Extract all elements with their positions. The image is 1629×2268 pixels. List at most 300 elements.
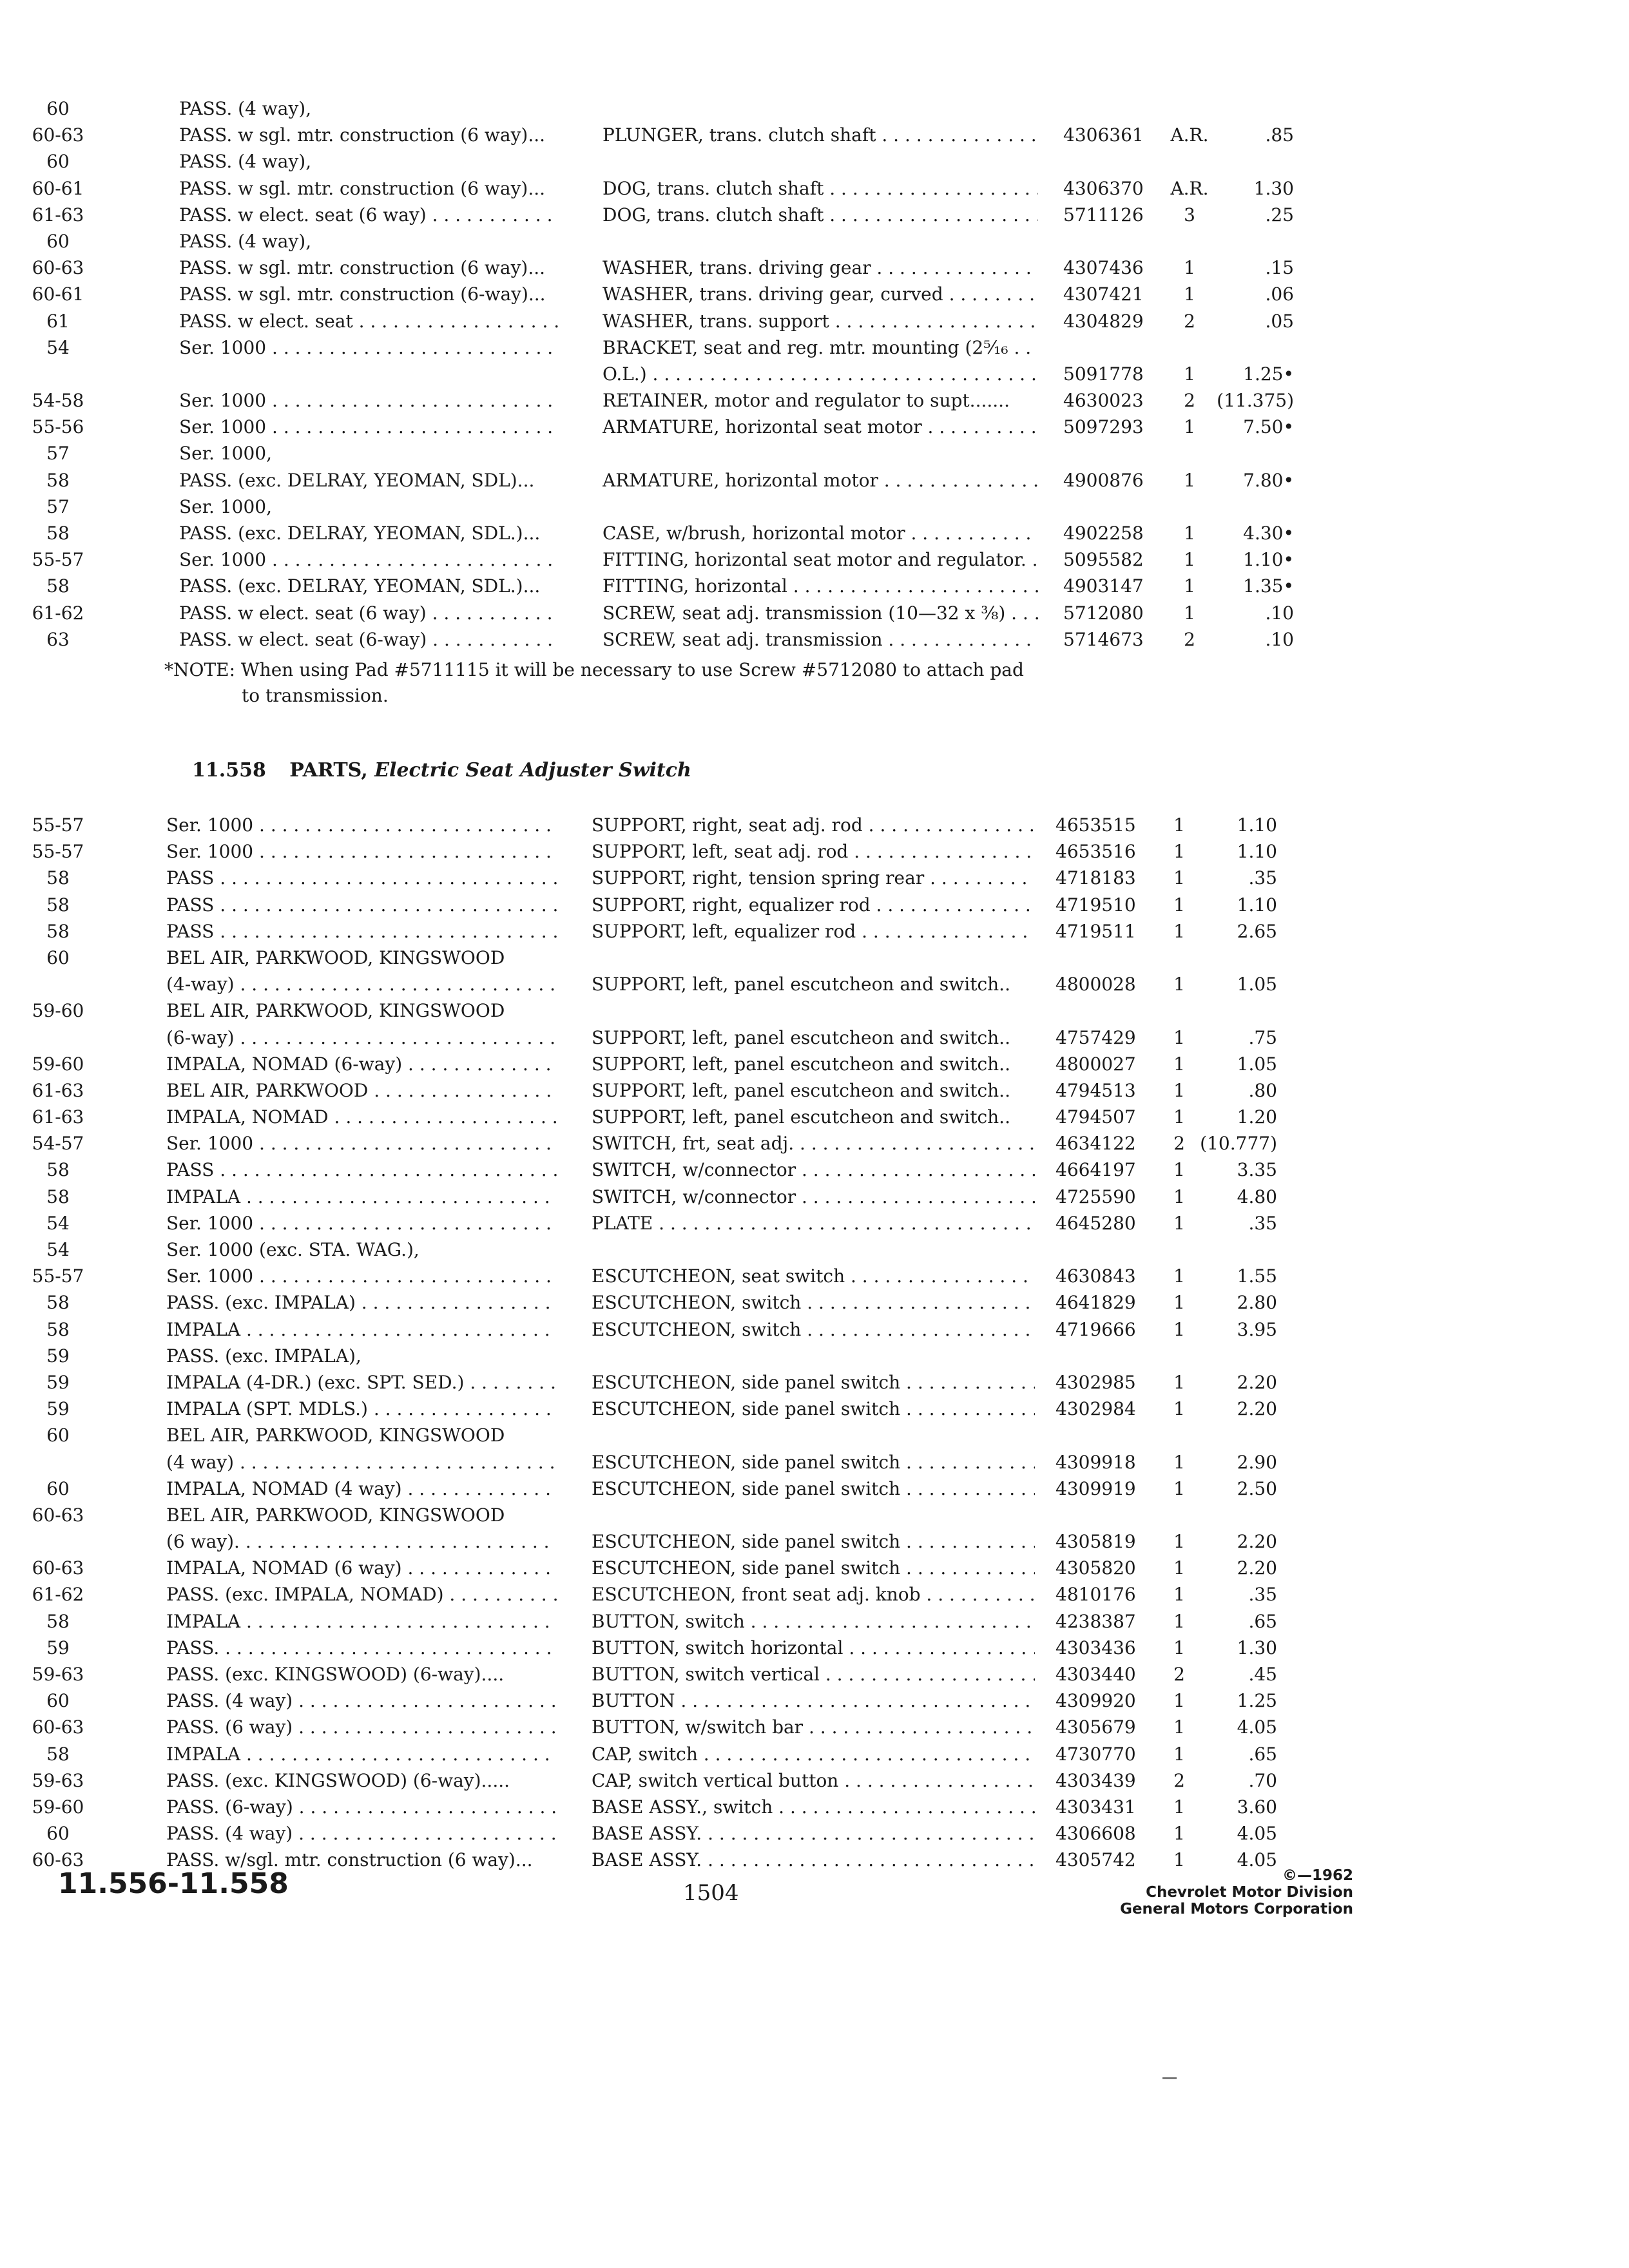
model-applicability: Ser. 1000, — [179, 495, 273, 517]
quantity: 1 — [1173, 894, 1185, 916]
part-description: ESCUTCHEON, side panel switch . . . — [592, 1369, 1035, 1396]
model-applicability: (4 way) . . . — [166, 1449, 557, 1475]
parts-row — [0, 997, 1629, 1024]
model-applicability: BEL AIR, PARKWOOD, KINGSWOOD — [166, 947, 505, 968]
model-applicability: PASS. (6 way) . . . — [166, 1714, 557, 1740]
part-number: 4303436 — [1055, 1637, 1136, 1658]
part-number: 4725590 — [1055, 1186, 1136, 1207]
model-applicability: BEL AIR, PARKWOOD, KINGSWOOD — [166, 1504, 505, 1526]
part-number: 4719666 — [1055, 1318, 1136, 1340]
model-year: 60 — [46, 151, 70, 173]
part-description: CAP, switch . . . — [592, 1741, 1035, 1767]
model-year: 61-63 — [32, 1106, 84, 1128]
part-number: 4305820 — [1055, 1557, 1136, 1579]
part-description: ESCUTCHEON, switch . . . — [592, 1316, 1035, 1343]
model-year: 59-63 — [32, 1769, 84, 1791]
part-number: 4800028 — [1055, 974, 1136, 995]
model-applicability: PASS. (exc. KINGSWOOD) (6-way)..... — [166, 1769, 510, 1791]
part-description: BASE ASSY. . . . — [592, 1847, 1035, 1873]
model-year: 59-60 — [32, 1053, 84, 1075]
model-applicability: IMPALA (4-DR.) (exc. SPT. SED.) . . . — [166, 1369, 557, 1396]
part-description: ESCUTCHEON, side panel switch . . . — [592, 1555, 1035, 1581]
part-description: ESCUTCHEON, side panel switch . . . — [592, 1396, 1035, 1422]
price: 1.10• — [1243, 549, 1294, 571]
quantity: 1 — [1173, 1584, 1185, 1606]
quantity: 2 — [1173, 1133, 1185, 1155]
price: 1.30 — [1237, 1637, 1277, 1658]
price: 2.80 — [1237, 1292, 1277, 1314]
parts-row — [0, 1502, 1629, 1528]
price: 1.55 — [1237, 1265, 1277, 1287]
quantity: 1 — [1184, 549, 1195, 571]
parts-row — [0, 1104, 1629, 1130]
parts-row — [0, 122, 1629, 148]
model-year: 59-60 — [32, 1000, 84, 1022]
model-year: 54-57 — [32, 1133, 84, 1155]
page-number: 1504 — [683, 1880, 739, 1906]
price: .35 — [1248, 867, 1277, 889]
quantity: 1 — [1173, 974, 1185, 995]
price: 4.05 — [1237, 1716, 1277, 1738]
model-applicability: Ser. 1000 . . . — [166, 1130, 557, 1157]
parts-row — [0, 1343, 1629, 1369]
part-description: WASHER, trans. driving gear . . . — [602, 255, 1038, 281]
part-number: 4302985 — [1055, 1371, 1136, 1393]
quantity: 1 — [1173, 1265, 1185, 1287]
model-year: 54 — [46, 1239, 70, 1260]
part-description: BUTTON, switch vertical . . . — [592, 1661, 1035, 1687]
model-applicability: Ser. 1000 . . . — [166, 812, 557, 838]
note-line-1: *NOTE: When using Pad #5711115 it will be necessary to use Screw #5712080 to attach pad — [164, 659, 1024, 680]
price: .05 — [1265, 310, 1294, 332]
model-applicability: PASS. (4 way) . . . — [166, 1820, 557, 1847]
part-number: 4303440 — [1055, 1664, 1136, 1685]
model-applicability: PASS. w sgl. mtr. construction (6 way)... — [179, 124, 546, 146]
model-year: 55-57 — [32, 549, 84, 571]
model-applicability: IMPALA, NOMAD . . . — [166, 1104, 557, 1130]
part-description: SUPPORT, left, panel escutcheon and switch.. — [592, 1079, 1010, 1101]
part-number: 4653516 — [1055, 841, 1136, 863]
part-number: 4307436 — [1063, 257, 1144, 279]
quantity: 1 — [1173, 814, 1185, 836]
part-number: 4309918 — [1055, 1451, 1136, 1473]
price: 7.80• — [1243, 469, 1294, 491]
part-number: 5714673 — [1063, 628, 1144, 650]
parts-row — [0, 1236, 1629, 1263]
quantity: 1 — [1173, 1026, 1185, 1048]
model-year: 60 — [46, 1823, 70, 1845]
parts-row — [0, 255, 1629, 281]
parts-row — [0, 281, 1629, 307]
quantity: 1 — [1173, 1371, 1185, 1393]
price: .45 — [1248, 1664, 1277, 1685]
model-applicability: PASS. (4 way) . . . — [166, 1687, 557, 1714]
price: 2.20 — [1237, 1371, 1277, 1393]
model-applicability: IMPALA . . . — [166, 1316, 557, 1343]
parts-row — [0, 308, 1629, 334]
price: .75 — [1248, 1026, 1277, 1048]
part-number: 4664197 — [1055, 1159, 1136, 1181]
parts-row — [0, 334, 1629, 361]
part-number: 4900876 — [1063, 469, 1144, 491]
model-applicability: (6-way) . . . — [166, 1024, 557, 1051]
model-year: 55-57 — [32, 841, 84, 863]
part-description: SUPPORT, left, panel escutcheon and switch.. — [592, 974, 1010, 995]
price: .85 — [1265, 124, 1294, 146]
quantity: 1 — [1173, 1186, 1185, 1207]
model-year: 58 — [46, 867, 70, 889]
parts-row — [0, 600, 1629, 626]
model-applicability: PASS . . . — [166, 1157, 557, 1183]
part-description: ESCUTCHEON, side panel switch . . . — [592, 1528, 1035, 1555]
model-year: 60 — [46, 947, 70, 968]
part-description: SUPPORT, right, equalizer rod . . . — [592, 892, 1035, 918]
model-year: 60-63 — [32, 124, 84, 146]
part-description: FITTING, horizontal . . . — [602, 573, 1038, 599]
model-year: 55-57 — [32, 1265, 84, 1287]
model-applicability: (4-way) . . . — [166, 971, 557, 997]
section-number: 11.558 — [192, 759, 266, 782]
price: 4.30• — [1243, 523, 1294, 544]
print-speck — [1162, 2077, 1177, 2079]
parts-row — [0, 918, 1629, 945]
parts-row — [0, 494, 1629, 520]
model-applicability: PASS. (4 way), — [179, 230, 312, 252]
parts-row — [0, 440, 1629, 466]
price: .35 — [1248, 1212, 1277, 1234]
parts-row — [0, 175, 1629, 202]
quantity: 1 — [1184, 469, 1195, 491]
model-year: 60-63 — [32, 257, 84, 279]
price: 1.10 — [1237, 841, 1277, 863]
model-year: 58 — [46, 1743, 70, 1765]
model-applicability: IMPALA, NOMAD (6-way) . . . — [166, 1051, 557, 1077]
quantity: 1 — [1184, 523, 1195, 544]
quantity: 1 — [1173, 1690, 1185, 1712]
price: 3.60 — [1237, 1796, 1277, 1818]
part-number: 4305742 — [1055, 1849, 1136, 1871]
part-description: WASHER, trans. driving gear, curved . . . — [602, 281, 1038, 307]
quantity: 2 — [1184, 390, 1195, 412]
quantity: 1 — [1173, 1716, 1185, 1738]
section-range: 11.556-11.558 — [58, 1867, 289, 1900]
part-description: SUPPORT, left, panel escutcheon and switch.. — [592, 1053, 1010, 1075]
parts-row — [0, 1051, 1629, 1077]
parts-row — [0, 1184, 1629, 1210]
model-year: 60-63 — [32, 1504, 84, 1526]
quantity: 1 — [1173, 920, 1185, 942]
price: .35 — [1248, 1584, 1277, 1606]
price: 1.20 — [1237, 1106, 1277, 1128]
parts-row — [0, 1396, 1629, 1422]
model-year: 58 — [46, 469, 70, 491]
part-number: 4810176 — [1055, 1584, 1136, 1606]
quantity: 1 — [1173, 1292, 1185, 1314]
price: 1.10 — [1237, 814, 1277, 836]
part-number: 4645280 — [1055, 1212, 1136, 1234]
parts-row — [0, 95, 1629, 122]
quantity: A.R. — [1170, 177, 1209, 199]
parts-row — [0, 1608, 1629, 1635]
part-number: 5097293 — [1063, 416, 1144, 438]
model-year: 61-62 — [32, 602, 84, 624]
quantity: 1 — [1173, 1212, 1185, 1234]
model-applicability: IMPALA . . . — [166, 1741, 557, 1767]
price: .25 — [1265, 204, 1294, 226]
part-description: CASE, w/brush, horizontal motor . . . — [602, 520, 1038, 546]
part-number: 5711126 — [1063, 204, 1144, 226]
quantity: 1 — [1173, 1610, 1185, 1632]
parts-row — [0, 467, 1629, 494]
model-year: 60-63 — [32, 1849, 84, 1871]
part-number: 4653515 — [1055, 814, 1136, 836]
model-applicability: BEL AIR, PARKWOOD, KINGSWOOD — [166, 1000, 505, 1022]
model-applicability: Ser. 1000 . . . — [166, 838, 557, 865]
parts-row — [0, 1555, 1629, 1581]
model-year: 57 — [46, 443, 70, 465]
model-applicability: Ser. 1000 . . . — [179, 387, 559, 414]
part-description: ARMATURE, horizontal motor . . . — [602, 467, 1038, 494]
model-year: 58 — [46, 1159, 70, 1181]
part-number: 4719511 — [1055, 920, 1136, 942]
copyright-year: ©—1962 — [1282, 1867, 1353, 1884]
quantity: 1 — [1173, 841, 1185, 863]
quantity: 1 — [1184, 363, 1195, 385]
price: .10 — [1265, 628, 1294, 650]
model-year: 60 — [46, 1425, 70, 1446]
quantity: 2 — [1173, 1769, 1185, 1791]
part-number: 4719510 — [1055, 894, 1136, 916]
model-year: 61 — [46, 310, 70, 332]
price: .70 — [1248, 1769, 1277, 1791]
section-title: PARTS, — [289, 759, 368, 782]
price: 3.95 — [1237, 1318, 1277, 1340]
part-number: 4305679 — [1055, 1716, 1136, 1738]
model-applicability: Ser. 1000 . . . — [166, 1210, 557, 1236]
model-year: 58 — [46, 894, 70, 916]
model-year: 59 — [46, 1398, 70, 1420]
model-year: 58 — [46, 1610, 70, 1632]
model-year: 60 — [46, 1690, 70, 1712]
part-description: BUTTON, w/switch bar . . . — [592, 1714, 1035, 1740]
model-year: 59-63 — [32, 1664, 84, 1685]
price: 1.10 — [1237, 894, 1277, 916]
part-description: ESCUTCHEON, front seat adj. knob . . . — [592, 1581, 1035, 1608]
part-number: 4630023 — [1063, 390, 1144, 412]
parts-row — [0, 202, 1629, 228]
parts-row — [0, 1475, 1629, 1502]
quantity: 2 — [1173, 1664, 1185, 1685]
parts-row — [0, 414, 1629, 440]
parts-row — [0, 1130, 1629, 1157]
model-applicability: IMPALA, NOMAD (6 way) . . . — [166, 1555, 557, 1581]
model-applicability: PASS. (6-way) . . . — [166, 1794, 557, 1820]
parts-row — [0, 1077, 1629, 1104]
model-year: 60-61 — [32, 284, 84, 305]
part-description: ARMATURE, horizontal seat motor . . . — [602, 414, 1038, 440]
model-applicability: BEL AIR, PARKWOOD, KINGSWOOD — [166, 1425, 505, 1446]
part-description: SUPPORT, right, seat adj. rod . . . — [592, 812, 1035, 838]
quantity: 1 — [1173, 1557, 1185, 1579]
model-year: 54 — [46, 1212, 70, 1234]
model-applicability: Ser. 1000 . . . — [166, 1263, 557, 1289]
model-applicability: PASS. (exc. IMPALA, NOMAD) . . . — [166, 1581, 557, 1608]
part-description: SCREW, seat adj. transmission . . . — [602, 626, 1038, 653]
parts-row — [0, 865, 1629, 891]
model-applicability: PASS. (exc. DELRAY, YEOMAN, SDL.)... — [179, 523, 541, 544]
model-applicability: PASS. w elect. seat (6-way) . . . — [179, 626, 559, 653]
part-description: ESCUTCHEON, side panel switch . . . — [592, 1475, 1035, 1502]
model-year: 60-63 — [32, 1716, 84, 1738]
price: 1.35• — [1243, 575, 1294, 597]
model-applicability: PASS . . . — [166, 918, 557, 945]
parts-row — [0, 1794, 1629, 1820]
parts-row — [0, 1024, 1629, 1051]
quantity: 2 — [1184, 628, 1195, 650]
part-description: SWITCH, frt, seat adj. . . . — [592, 1130, 1035, 1157]
parts-row — [0, 546, 1629, 573]
price: .15 — [1265, 257, 1294, 279]
price: .65 — [1248, 1610, 1277, 1632]
parts-row — [0, 1635, 1629, 1661]
model-year: 59 — [46, 1371, 70, 1393]
quantity: 3 — [1184, 204, 1195, 226]
price: 2.20 — [1237, 1531, 1277, 1553]
quantity: A.R. — [1170, 124, 1209, 146]
price: .80 — [1248, 1079, 1277, 1101]
part-description: BUTTON, switch . . . — [592, 1608, 1035, 1635]
parts-row — [0, 1528, 1629, 1555]
parts-row — [0, 1714, 1629, 1740]
quantity: 2 — [1184, 310, 1195, 332]
model-year: 54 — [46, 336, 70, 358]
part-description: CAP, switch vertical button . . . — [592, 1767, 1035, 1794]
price: (10.777) — [1200, 1133, 1277, 1155]
part-number: 4306361 — [1063, 124, 1144, 146]
price: 1.25 — [1237, 1690, 1277, 1712]
parts-row — [0, 945, 1629, 971]
model-applicability: PASS. w sgl. mtr. construction (6 way)... — [179, 177, 546, 199]
part-number: 5091778 — [1063, 363, 1144, 385]
part-description: DOG, trans. clutch shaft . . . — [602, 202, 1038, 228]
model-year: 59-60 — [32, 1796, 84, 1818]
parts-row — [0, 1661, 1629, 1687]
model-year: 61-63 — [32, 204, 84, 226]
parts-row — [0, 1449, 1629, 1475]
quantity: 1 — [1173, 1477, 1185, 1499]
price: .65 — [1248, 1743, 1277, 1765]
part-description: SUPPORT, right, tension spring rear . . . — [592, 865, 1035, 891]
part-number: 4903147 — [1063, 575, 1144, 597]
parts-row — [0, 1263, 1629, 1289]
model-applicability: PASS. (4 way), — [179, 151, 312, 173]
parts-row — [0, 573, 1629, 599]
model-year: 58 — [46, 523, 70, 544]
part-number: 4309920 — [1055, 1690, 1136, 1712]
corporation-name: General Motors Corporation — [1120, 1901, 1353, 1917]
price: 4.05 — [1237, 1823, 1277, 1845]
part-number: 5095582 — [1063, 549, 1144, 571]
model-year: 61-62 — [32, 1584, 84, 1606]
price: 1.25• — [1243, 363, 1294, 385]
parts-row — [0, 1581, 1629, 1608]
price: 1.05 — [1237, 1053, 1277, 1075]
model-year: 60-61 — [32, 177, 84, 199]
part-description: ESCUTCHEON, switch . . . — [592, 1289, 1035, 1316]
model-applicability: PASS. w elect. seat . . . — [179, 308, 559, 334]
model-applicability: IMPALA . . . — [166, 1608, 557, 1635]
parts-row — [0, 1157, 1629, 1183]
model-year: 60 — [46, 230, 70, 252]
model-applicability: IMPALA, NOMAD (4 way) . . . — [166, 1475, 557, 1502]
section-subtitle: Electric Seat Adjuster Switch — [374, 759, 691, 782]
part-number: 4730770 — [1055, 1743, 1136, 1765]
parts-row — [0, 1316, 1629, 1343]
quantity: 1 — [1173, 867, 1185, 889]
part-number: 4307421 — [1063, 284, 1144, 305]
parts-row — [0, 1289, 1629, 1316]
part-number: 4800027 — [1055, 1053, 1136, 1075]
parts-row — [0, 1741, 1629, 1767]
part-description: BRACKET, seat and reg. mtr. mounting (2⁵⁄₁₆ . . . — [602, 334, 1038, 361]
price: (11.375) — [1217, 390, 1294, 412]
part-number: 4309919 — [1055, 1477, 1136, 1499]
price: 2.50 — [1237, 1477, 1277, 1499]
quantity: 1 — [1173, 1106, 1185, 1128]
model-applicability: BEL AIR, PARKWOOD . . . — [166, 1077, 557, 1104]
model-applicability: Ser. 1000 (exc. STA. WAG.), — [166, 1239, 419, 1260]
part-number: 4302984 — [1055, 1398, 1136, 1420]
parts-row — [0, 1820, 1629, 1847]
model-year: 55-56 — [32, 416, 84, 438]
division-name: Chevrolet Motor Division — [1146, 1884, 1353, 1901]
model-applicability: Ser. 1000, — [179, 443, 273, 465]
part-number: 5712080 — [1063, 602, 1144, 624]
parts-row — [0, 361, 1629, 387]
model-applicability: IMPALA . . . — [166, 1184, 557, 1210]
model-year: 59 — [46, 1637, 70, 1658]
transmission-note — [164, 657, 1079, 709]
part-number: 4306608 — [1055, 1823, 1136, 1845]
parts-row — [0, 1767, 1629, 1794]
model-year: 58 — [46, 575, 70, 597]
part-description: SCREW, seat adj. transmission (10—32 x ⅜) . . . — [602, 600, 1038, 626]
part-description: RETAINER, motor and regulator to supt....... — [602, 390, 1010, 412]
part-number: 4794513 — [1055, 1079, 1136, 1101]
model-year: 60 — [46, 1477, 70, 1499]
part-description: FITTING, horizontal seat motor and regulator. . . . — [602, 546, 1038, 573]
part-description: BUTTON . . . — [592, 1687, 1035, 1714]
model-year: 55-57 — [32, 814, 84, 836]
model-year: 58 — [46, 1292, 70, 1314]
model-year: 60 — [46, 98, 70, 119]
price: 2.90 — [1237, 1451, 1277, 1473]
model-applicability: PASS. w sgl. mtr. construction (6 way)... — [179, 257, 546, 279]
part-number: 4304829 — [1063, 310, 1144, 332]
part-description: SUPPORT, left, equalizer rod . . . — [592, 918, 1035, 945]
part-number: 4238387 — [1055, 1610, 1136, 1632]
part-description: SWITCH, w/connector . . . — [592, 1184, 1035, 1210]
quantity: 1 — [1173, 1849, 1185, 1871]
quantity: 1 — [1173, 1079, 1185, 1101]
parts-row — [0, 1687, 1629, 1714]
model-year: 54-58 — [32, 390, 84, 412]
quantity: 1 — [1173, 1637, 1185, 1658]
parts-row — [0, 971, 1629, 997]
parts-row — [0, 148, 1629, 175]
model-year: 61-63 — [32, 1079, 84, 1101]
part-description: WASHER, trans. support . . . — [602, 308, 1038, 334]
